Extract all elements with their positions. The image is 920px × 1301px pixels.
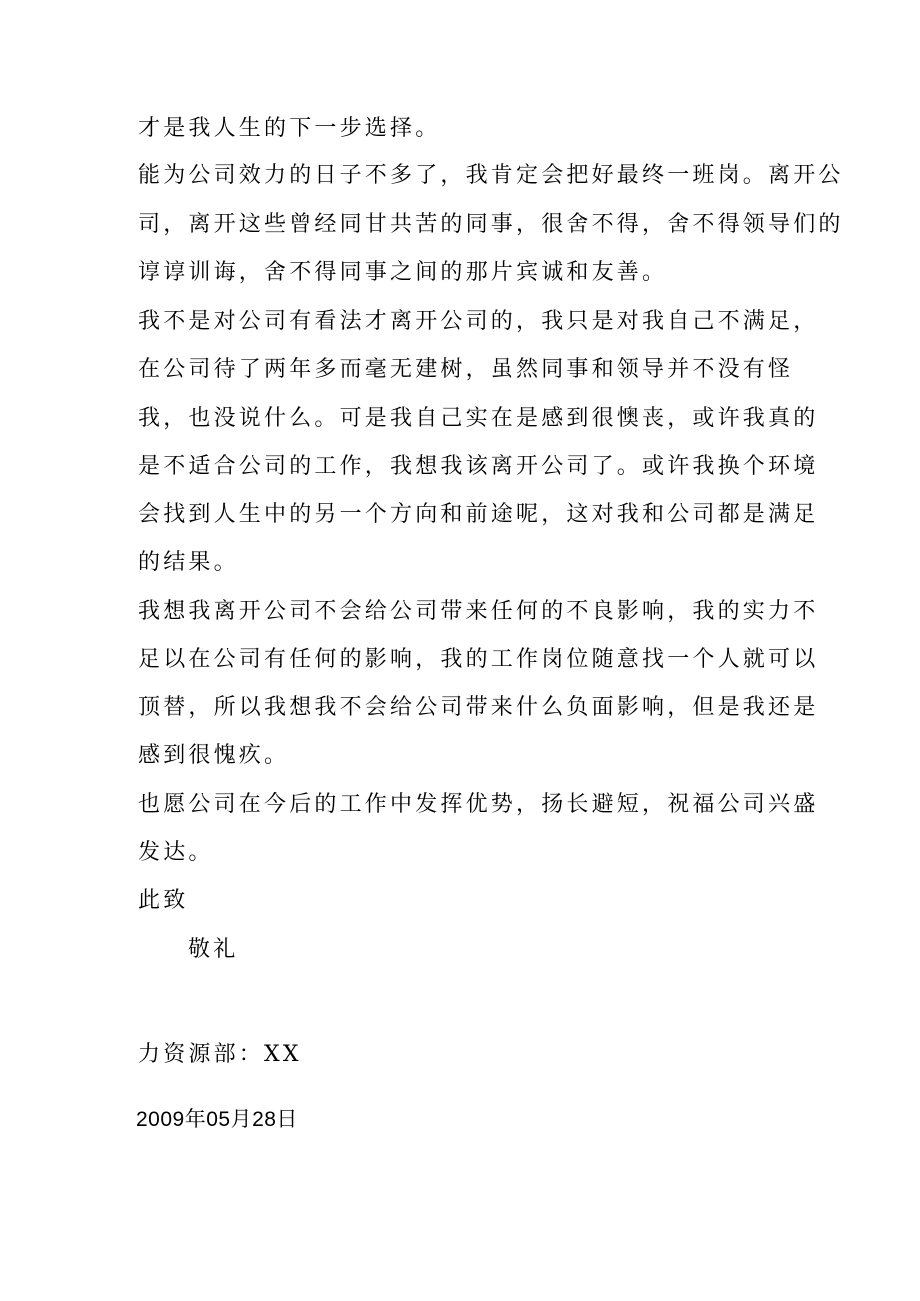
body-line-4: 谆谆训诲，舍不得同事之间的那片宾诚和友善。 [138,260,668,285]
body-line-15: 也愿公司在今后的工作中发挥优势，扬长避短，祝福公司兴盛 [138,792,819,817]
body-line-10: 的结果。 [138,550,239,575]
body-line-6: 在公司待了两年多而毫无建树，虽然同事和领导并不没有怪 [138,357,794,382]
body-line-7: 我，也没说什么。可是我自己实在是感到很懊丧，或许我真的 [138,406,819,431]
body-line-11: 我想我离开公司不会给公司带来任何的不良影响，我的实力不 [138,599,819,624]
body-line-12: 足以在公司有任何的影响，我的工作岗位随意找一个人就可以 [138,647,819,672]
body-line-2: 能为公司效力的日子不多了，我肯定会把好最终一班岗。离开公 [138,163,844,188]
body-line-3: 司，离开这些曾经同甘共苦的同事，很舍不得，舍不得领导们的 [138,212,844,237]
signature-text: 力资源部：XX [138,1042,302,1067]
date-text: 2009年05月28日 [136,1108,298,1131]
salute-text: 敬礼 [188,937,239,962]
body-line-16: 发达。 [138,840,214,865]
body-line-9: 会找到人生中的另一个方向和前途呢，这对我和公司都是满足 [138,502,819,527]
body-line-8: 是不适合公司的工作，我想我该离开公司了。或许我换个环境 [138,454,819,479]
closing-text: 此致 [138,888,189,913]
body-line-5: 我不是对公司有看法才离开公司的，我只是对我自己不满足， [138,309,819,334]
body-line-13: 顶替，所以我想我不会给公司带来什么负面影响，但是我还是 [138,695,819,720]
body-line-1: 才是我人生的下一步选择。 [138,116,441,141]
body-line-14: 感到很愧疚。 [138,743,290,768]
